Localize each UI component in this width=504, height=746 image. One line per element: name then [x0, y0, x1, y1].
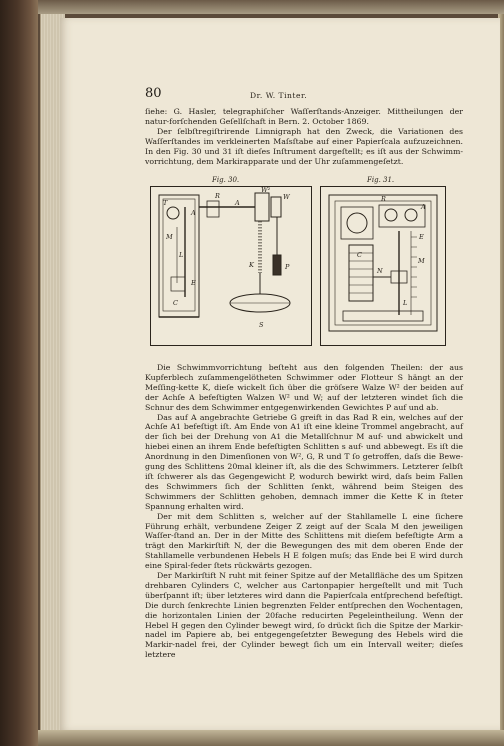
- label-a: A: [421, 203, 426, 211]
- paragraph: Die Schwimmvorrichtung beſteht aus den folgenden Theilen: der aus Kupferblech zuſammengelötheten Schwimmer oder Flotteur S hängt an der Meſſing-kette K, dieſe wickelt ſich über die gröſsere Walze W² der beiden auf der Achſe A befeſtigten Walzen W² und W; auf der letzteren windet ſich die Schnur des dem Schwimmer entgegenwirkenden Gewichtes P auf und ab.: [145, 363, 463, 412]
- label-e: E: [191, 279, 196, 287]
- figure-31-limnigraph-front-view: [320, 186, 446, 346]
- body-text-block: [145, 363, 463, 660]
- counterweight-p: [273, 255, 281, 275]
- figure-30-drawing: [151, 187, 311, 345]
- label-l: L: [179, 251, 184, 259]
- label-w: W: [283, 193, 290, 201]
- drum-w2: [255, 193, 269, 221]
- figure-31-drawing: [321, 187, 445, 345]
- label-a: A: [191, 209, 196, 217]
- fig31-caption: Fig. 31.: [367, 176, 395, 184]
- label-m: M: [166, 233, 173, 241]
- label-r: R: [381, 195, 386, 203]
- intro-text-block: [145, 107, 463, 166]
- figure-30-limnigraph-side-view: [150, 186, 312, 346]
- book-binding: [0, 0, 38, 746]
- clock-box: [341, 207, 373, 239]
- label-r: R: [215, 192, 220, 200]
- running-head: Dr. W. Tinter.: [250, 91, 308, 100]
- label-n: N: [377, 267, 383, 275]
- paragraph: Der mit dem Schlitten s, welcher auf der Stahllamelle L eine ſichere Führung erhält, verbundene Zeiger Z zeigt auf der Scala M den jeweiligen Waſſer-ſtand an. Der in der Mitte des Schlittens mit dieſem befeſtigte Arm a trägt den Markirſtift N, der die Bewegungen des mit dem oberen Ende der Stahllamelle verbundenen Hebels H E folgen muſs; das Ende bei E wird durch eine Spiral-feder ſtets rückwärts gezogen.: [145, 511, 463, 571]
- paragraph: Der ſelbſtregiſtrirende Limnigraph hat den Zweck, die Variationen des Waſſerſtandes im verkleinerten Maſsſtabe auf einer Papierſcala aufzuzeichnen. In den Fig. 30 und 31 iſt dieſes Inſtrument dargeſtellt; es iſt aus der Schwimm-vorrichtung, dem Markirapparate und der Uhr zuſammengeſetzt.: [145, 126, 463, 166]
- label-s: S: [259, 321, 264, 329]
- drum-w: [271, 197, 281, 217]
- gear-train: [379, 205, 425, 227]
- label-m: M: [418, 257, 425, 265]
- label-w2: W²: [261, 187, 271, 194]
- label-p: P: [285, 263, 290, 271]
- book-bottom-edge: [38, 730, 504, 746]
- page-number: 80: [145, 86, 162, 101]
- wheel-r: [207, 201, 219, 217]
- clock-dial: [347, 213, 367, 233]
- paragraph: Der Markirſtift N ruht mit feiner Spitze auf der Metallfläche des um Spitzen drehbaren Cylinders C, welcher aus Cartonpapier hergeſtellt und mit Tuch überſpannt iſt; über letzteres wird dann die Papierſcala entſprechend befeſtigt. Die durch ſenkrechte Linien begrenzten Felder entſprechen den Wochentagen, die horizontalen Linien der 20fache reducirten Pegeleintheilung. Wenn der Hebel H gegen den Cylinder bewegt wird, ſo drückt ſich die Spitze der Markir-nadel im Papiere ab, bei entgegengeſetzter Bewegung des Hebels wird die Markir-nadel frei, der Cylinder bewegt ſich um ein Intervall weiter; dieſes letztere: [145, 571, 463, 660]
- paragraph: Das auf A angebrachte Getriebe G greift in das Rad R ein, welches auf der Achſe A1 befeſtigt iſt. Am Ende von A1 iſt eine kleine Trommel angebracht, auf der ſich bei der Drehung von A1 die Metallſchnur M auf- und abwickelt und hiebei einen an ihrem Ende befeſtigten Schlitten s auf- und abbewegt. Es iſt die Anordnung in den Dimenſionen von W², G, R und T ſo getroffen, daſs die Bewe-gung des Schlittens 20mal kleiner iſt, als die des Schwimmers. Letzterer ſelbſt iſt ſchwerer als das Gegengewicht P, wodurch bewirkt wird, daſs beim Fallen des Schwimmers ſich der Schlitten ſenkt, während beim Steigen des Schwimmers der Schlitten gehoben, demnach immer die Kette K in ſteter Spannung erhalten wird.: [145, 412, 463, 511]
- clock-drum: [167, 207, 179, 219]
- label-c: C: [173, 299, 178, 307]
- label-a1: A: [235, 199, 240, 207]
- paragraph: ſiehe: G. Hasler, telegraphiſcher Waſſerſtands-Anzeiger. Mittheilungen der natur-forſchenden Geſellſchaft in Bern. 2. October 1869.: [145, 107, 463, 126]
- label-k: K: [249, 261, 254, 269]
- label-t: T: [163, 199, 168, 207]
- label-l: L: [403, 299, 408, 307]
- sledge: [171, 277, 185, 291]
- book-top-edge: [38, 0, 504, 14]
- label-c: C: [357, 251, 362, 259]
- fig30-caption: Fig. 30.: [212, 176, 240, 184]
- label-e: E: [419, 233, 424, 241]
